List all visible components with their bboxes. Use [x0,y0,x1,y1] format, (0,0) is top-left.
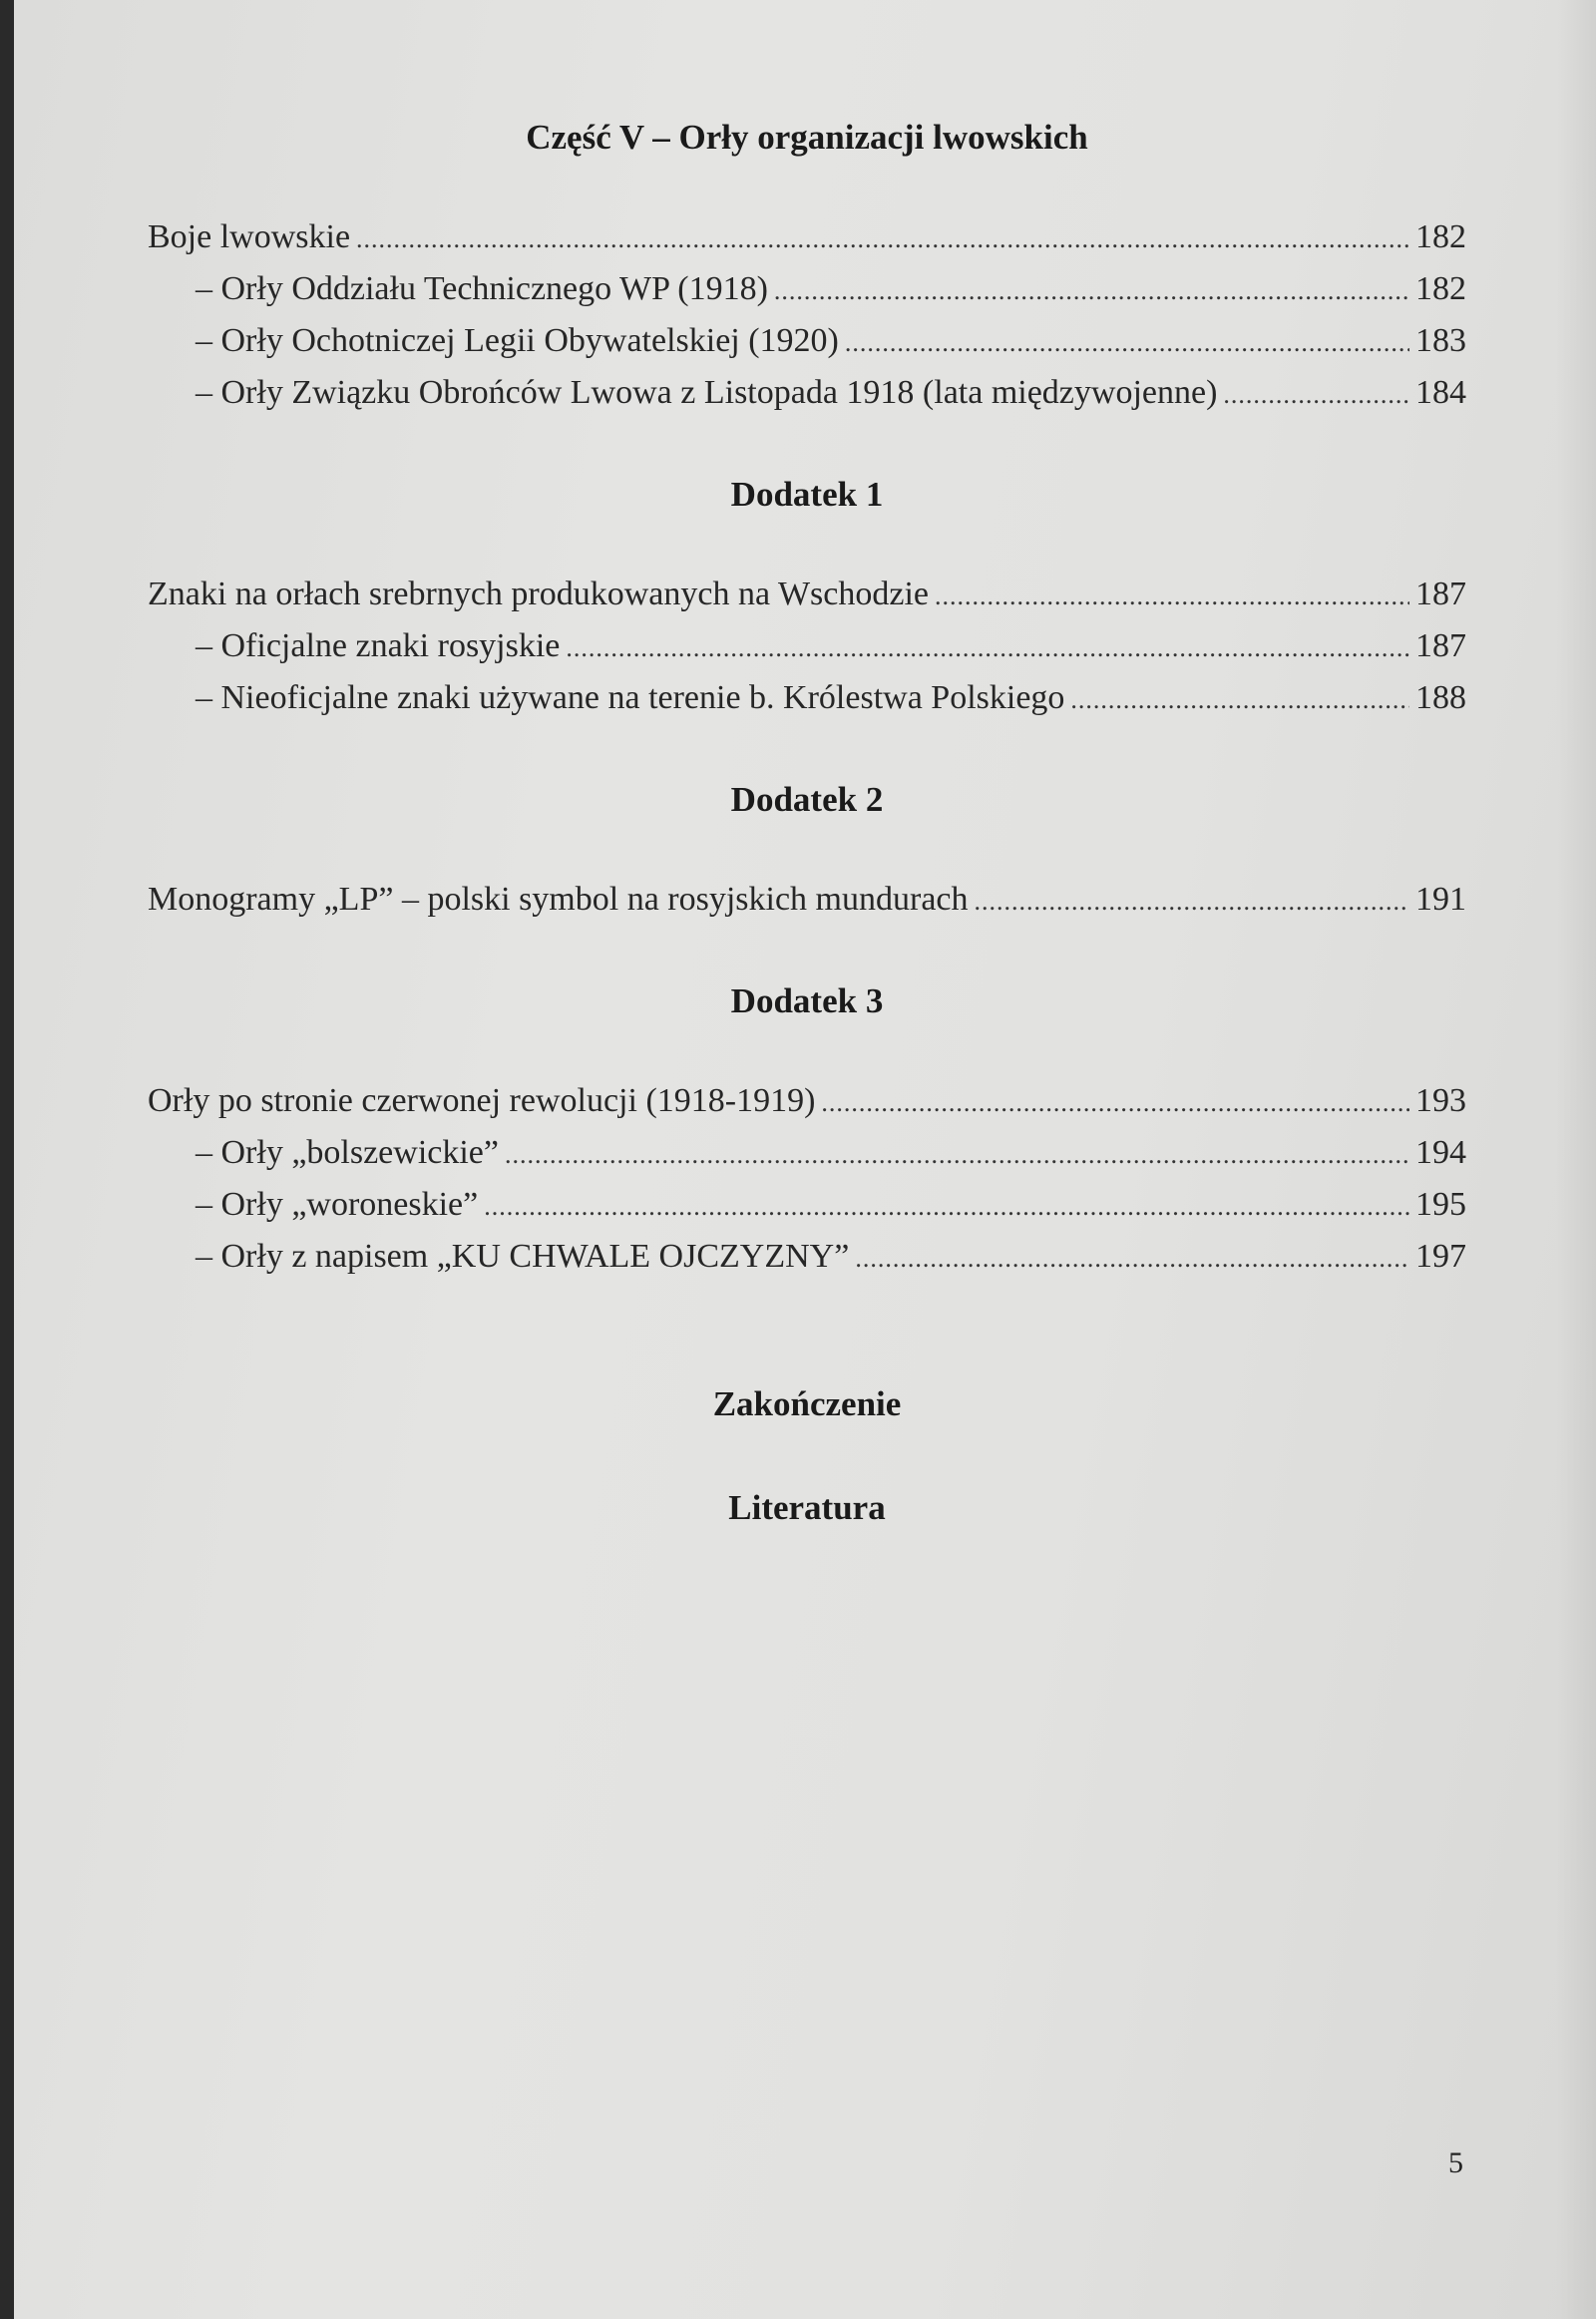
toc-subentry [148,1179,1466,1231]
toc-entry [148,211,1466,263]
toc-entry-title: Znaki na orłach srebrnych produkowanych na Wschodzie [148,576,929,612]
book-page [14,0,1596,2319]
toc-entry-title: Boje lwowskie [148,218,351,255]
section-appendix-1 [148,463,1466,724]
toc-entry-title: – Orły Ochotniczej Legii Obywatelskiej (1920) [196,322,839,359]
section-appendix-3 [148,969,1466,1283]
toc-entry-page: 194 [1415,1134,1466,1171]
toc-entry-page: 182 [1415,218,1466,255]
toc-entry [148,569,1466,620]
page-number: 5 [1448,2146,1463,2179]
literature-heading: Literatura [728,1488,886,1527]
toc-entry-page: 195 [1415,1186,1466,1223]
section-part-5 [148,106,1466,419]
toc-subentry [148,620,1466,672]
table-of-contents [148,106,1466,1540]
toc-subentry [148,315,1466,367]
dot-leader [1223,369,1409,421]
toc-entry-title: – Orły Oddziału Technicznego WP (1918) [196,270,768,307]
dot-leader [774,265,1409,317]
dot-leader [484,1181,1409,1233]
section-heading: Dodatek 3 [730,981,884,1020]
toc-entry-page: 191 [1415,881,1466,918]
toc-subentry [148,1127,1466,1179]
toc-subentry [148,672,1466,724]
toc-entry-title: – Orły z napisem „KU CHWALE OJCZYZNY” [196,1238,850,1275]
toc-subentry [148,367,1466,419]
toc-entry-page: 188 [1415,679,1466,716]
toc-entry-title: – Orły „woroneskie” [196,1186,479,1223]
section-heading: Część V – Orły organizacji lwowskich [526,118,1088,157]
toc-subentry [148,263,1466,315]
toc-entry-title: Orły po stronie czerwonej rewolucji (1918-1919) [148,1082,816,1119]
toc-entry-page: 187 [1415,576,1466,612]
dot-leader [845,317,1409,369]
section-appendix-2 [148,768,1466,926]
toc-entry [148,1075,1466,1127]
toc-entry-title: – Nieoficjalne znaki używane na terenie b. Królestwa Polskiego [196,679,1065,716]
toc-entry-page: 193 [1415,1082,1466,1119]
toc-entry-page: 187 [1415,627,1466,664]
dot-leader [356,213,1409,265]
dot-leader [505,1129,1409,1181]
toc-entry-title: – Orły „bolszewickie” [196,1134,499,1171]
toc-entry-page: 184 [1415,374,1466,411]
dot-leader [1070,674,1409,726]
toc-entry-page: 183 [1415,322,1466,359]
section-heading: Dodatek 1 [730,475,884,514]
dot-leader [855,1233,1409,1285]
section-heading: Dodatek 2 [730,780,884,819]
toc-subentry [148,1231,1466,1283]
dot-leader [821,1077,1409,1129]
toc-entry-page: 182 [1415,270,1466,307]
toc-entry-title: – Oficjalne znaki rosyjskie [196,627,561,664]
dot-leader [566,622,1409,674]
dot-leader [935,571,1409,622]
toc-entry-title: – Orły Związku Obrońców Lwowa z Listopada 1918 (lata międzywojenne) [196,374,1218,411]
conclusion-heading: Zakończenie [712,1384,902,1423]
toc-entry [148,874,1466,926]
dot-leader [975,876,1409,928]
toc-entry-page: 197 [1415,1238,1466,1275]
toc-entry-title: Monogramy „LP” – polski symbol na rosyjskich mundurach [148,881,969,918]
